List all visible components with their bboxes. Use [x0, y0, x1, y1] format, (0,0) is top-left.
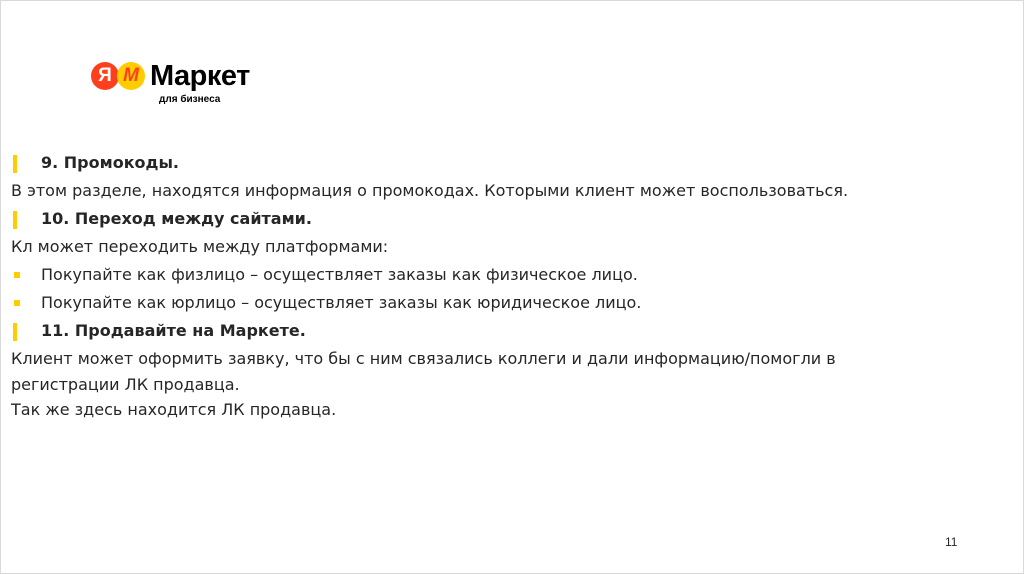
paragraph-platforms: Кл может переходить между платформами:: [11, 237, 389, 256]
logo-subtitle: для бизнеса: [159, 94, 221, 105]
heading-accent-bar: [13, 211, 17, 229]
bullet-item: [11, 293, 971, 313]
bullet-item: [11, 265, 971, 285]
bullet-text: Покупайте как юрлицо – осуществляет заказы как юридическое лицо.: [41, 293, 642, 312]
heading-text: 10. Переход между сайтами.: [41, 209, 312, 228]
yandex-logo-icon: Я: [91, 62, 119, 90]
heading-text: 11. Продавайте на Маркете.: [41, 321, 306, 340]
paragraph-seller-account: Так же здесь находится ЛК продавца.: [11, 400, 337, 419]
heading-accent-bar: [13, 155, 17, 173]
logo-wordmark: Маркет: [150, 60, 250, 92]
section-heading-10: [11, 209, 971, 229]
section-heading-9: [11, 153, 971, 173]
bullet-square-icon: [14, 272, 20, 278]
bullet-square-icon: [14, 300, 20, 306]
market-logo-icon: М: [117, 62, 145, 90]
slide-content: [11, 153, 971, 428]
heading-text: 9. Промокоды.: [41, 153, 180, 172]
heading-accent-bar: [13, 323, 17, 341]
paragraph-seller-request: Клиент может оформить заявку, что бы с ним связались коллеги и дали информацию/помогли в регистрации ЛК продавца.: [11, 349, 836, 394]
page-number: 11: [945, 535, 958, 549]
bullet-text: Покупайте как физлицо – осуществляет заказы как физическое лицо.: [41, 265, 638, 284]
yandex-market-logo: [87, 57, 317, 113]
section-heading-11: [11, 321, 971, 341]
paragraph-promocodes: В этом разделе, находятся информация о промокодах. Которыми клиент может воспользоваться.: [11, 181, 849, 200]
